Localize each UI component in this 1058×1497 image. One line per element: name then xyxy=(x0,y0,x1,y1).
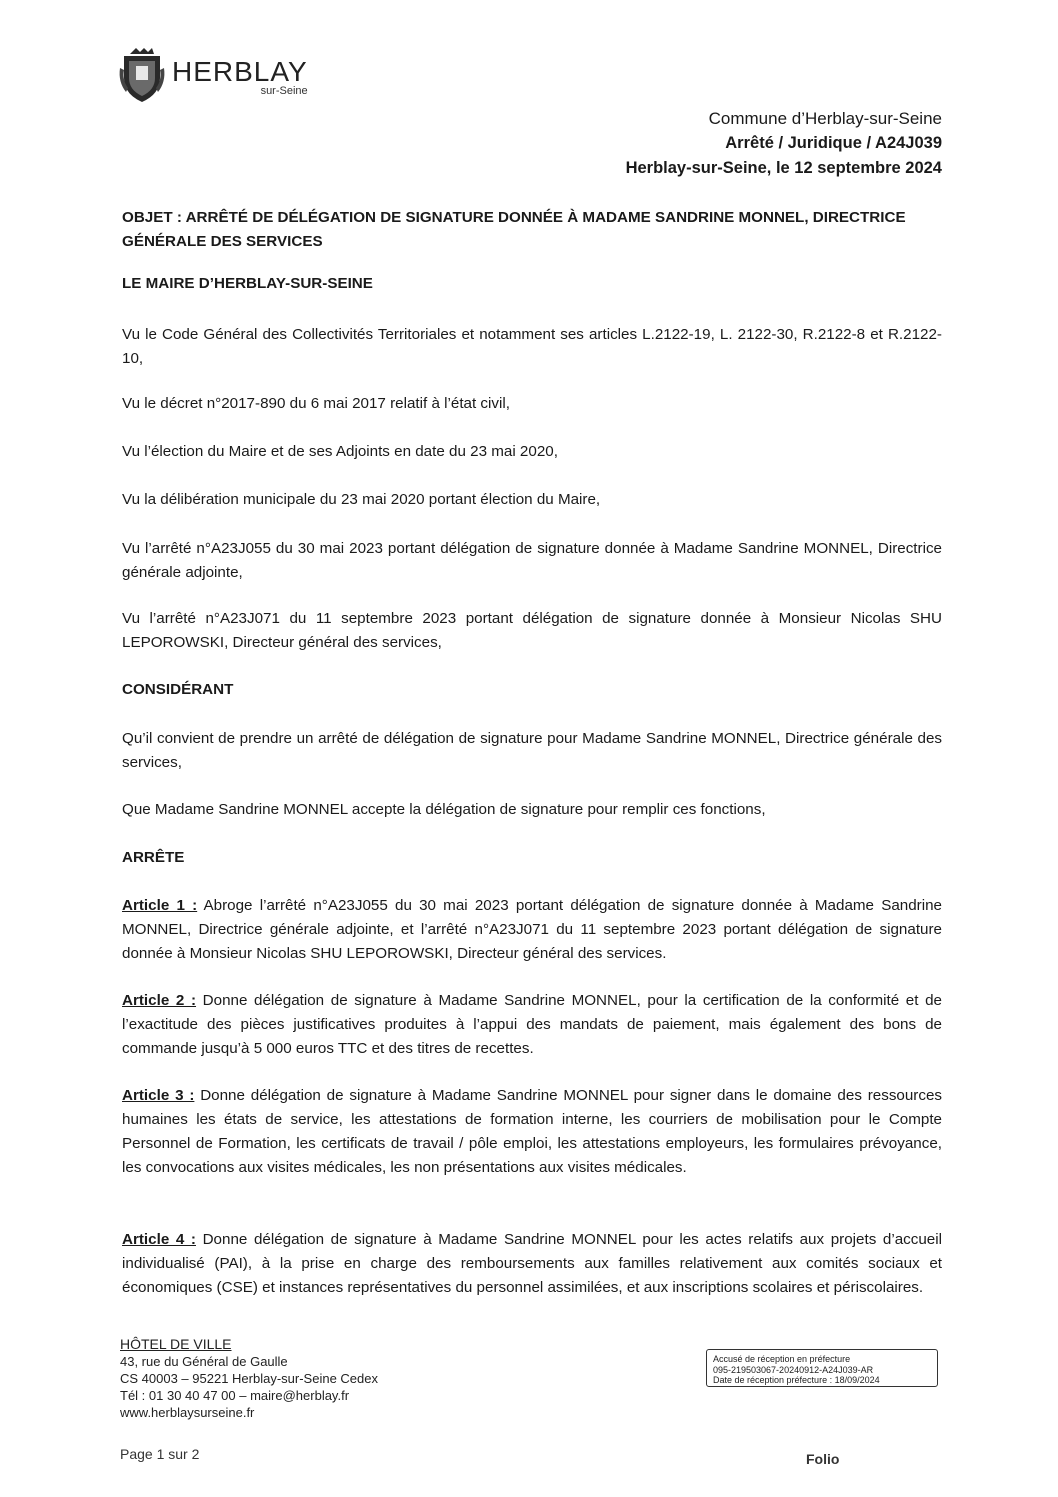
prefecture-stamp xyxy=(706,1349,938,1387)
article-text: Donne délégation de signature à Madame Sandrine MONNEL pour les actes relatifs aux projets d’accueil individualisé (PAI), à la prise en charge des remboursements aux familles relativement aux comités sociaux et économiques (CSE) et instances représentatives du personnel assimilées, et aux inscriptions scolaires et périscolaires. xyxy=(122,1231,942,1296)
arrete-heading: ARRÊTE xyxy=(122,849,185,866)
footer-title: HÔTEL DE VILLE xyxy=(120,1336,232,1352)
page-number: Page 1 sur 2 xyxy=(120,1446,200,1462)
article-1 xyxy=(122,894,942,966)
considerant-clause: Qu’il convient de prendre un arrêté de délégation de signature pour Madame Sandrine MONNEL, Directrice générale des services, xyxy=(122,730,942,771)
document-header xyxy=(626,106,942,181)
vu-clause: Vu le Code Général des Collectivités Territoriales et notamment ses articles L.2122-19, L. 2122-30, R.2122-8 et R.2122-10, xyxy=(122,326,942,367)
article-text: Donne délégation de signature à Madame Sandrine MONNEL pour signer dans le domaine des ressources humaines les états de service, les attestations de formation interne, les courriers de mobilisation pour le Compte Personnel de Formation, les certificats de travail / pôle emploi, les attestations employeurs, les formulaires prévoyance, les convocations aux visites médicales, les non présentations aux visites médicales. xyxy=(122,1087,942,1176)
vu-clause: Vu l’arrêté n°A23J055 du 30 mai 2023 portant délégation de signature donnée à Madame Sandrine MONNEL, Directrice générale adjointe, xyxy=(122,540,942,581)
footer-line: CS 40003 – 95221 Herblay-sur-Seine Cedex xyxy=(120,1371,378,1386)
logo-subtitle: sur-Seine xyxy=(260,85,308,97)
vu-clause: Vu l’arrêté n°A23J071 du 11 septembre 2023 portant délégation de signature donnée à Monsieur Nicolas SHU LEPOROWSKI, Directeur général des services, xyxy=(122,610,942,651)
article-label: Article 1 : xyxy=(122,897,198,914)
footer-line: www.herblaysurseine.fr xyxy=(120,1405,255,1420)
vu-clause: Vu la délibération municipale du 23 mai 2020 portant élection du Maire, xyxy=(122,491,601,508)
footer-address xyxy=(120,1336,378,1421)
folio-label: Folio xyxy=(806,1451,840,1467)
stamp-line: Date de réception préfecture : 18/09/2024 xyxy=(713,1375,880,1385)
coat-of-arms-icon xyxy=(118,48,166,104)
article-text: Abroge l’arrêté n°A23J055 du 30 mai 2023 portant délégation de signature donnée à Madame Sandrine MONNEL, Directrice générale adjointe, et l’arrêté n°A23J071 du 11 septembre 2023 portant délégation de signature donnée à Monsieur Nicolas SHU LEPOROWSKI, Directeur général des services. xyxy=(122,897,942,962)
stamp-line: 095-219503067-20240912-A24J039-AR xyxy=(713,1364,874,1375)
vu-clause: Vu le décret n°2017-890 du 6 mai 2017 relatif à l’état civil, xyxy=(122,395,510,412)
vu-clause: Vu l’élection du Maire et de ses Adjoints en date du 23 mai 2020, xyxy=(122,443,558,460)
footer-line: 43, rue du Général de Gaulle xyxy=(120,1354,288,1369)
considerant-heading: CONSIDÉRANT xyxy=(122,681,234,698)
article-2 xyxy=(122,989,942,1061)
objet-heading: OBJET : ARRÊTÉ DE DÉLÉGATION DE SIGNATURE DONNÉE À MADAME SANDRINE MONNEL, DIRECTRICE GÉNÉRALE DES SERVICES xyxy=(122,209,906,250)
maire-heading: LE MAIRE D’HERBLAY-SUR-SEINE xyxy=(122,275,373,292)
article-4 xyxy=(122,1228,942,1300)
footer-line: Tél : 01 30 40 47 00 – maire@herblay.fr xyxy=(120,1388,350,1403)
article-label: Article 3 : xyxy=(122,1087,195,1104)
date-line: Herblay-sur-Seine, le 12 septembre 2024 xyxy=(625,159,942,177)
article-text: Donne délégation de signature à Madame Sandrine MONNEL, pour la certification de la conformité et de l’exactitude des pièces justificatives produites à l’appui des mandats de paiement, mais également des bons de commande jusqu’à 5 000 euros TTC et des titres de recettes. xyxy=(122,992,942,1057)
article-label: Article 2 : xyxy=(122,992,197,1009)
article-label: Article 4 : xyxy=(122,1231,196,1248)
logo-name: HERBLAY xyxy=(172,56,308,87)
considerant-clause: Que Madame Sandrine MONNEL accepte la délégation de signature pour remplir ces fonctions, xyxy=(122,801,766,818)
reference-number: Arrêté / Juridique / A24J039 xyxy=(725,134,942,152)
herblay-logo xyxy=(118,48,308,104)
article-3 xyxy=(122,1084,942,1180)
commune-name: Commune d’Herblay-sur-Seine xyxy=(708,109,942,128)
stamp-line: Accusé de réception en préfecture xyxy=(713,1354,851,1364)
